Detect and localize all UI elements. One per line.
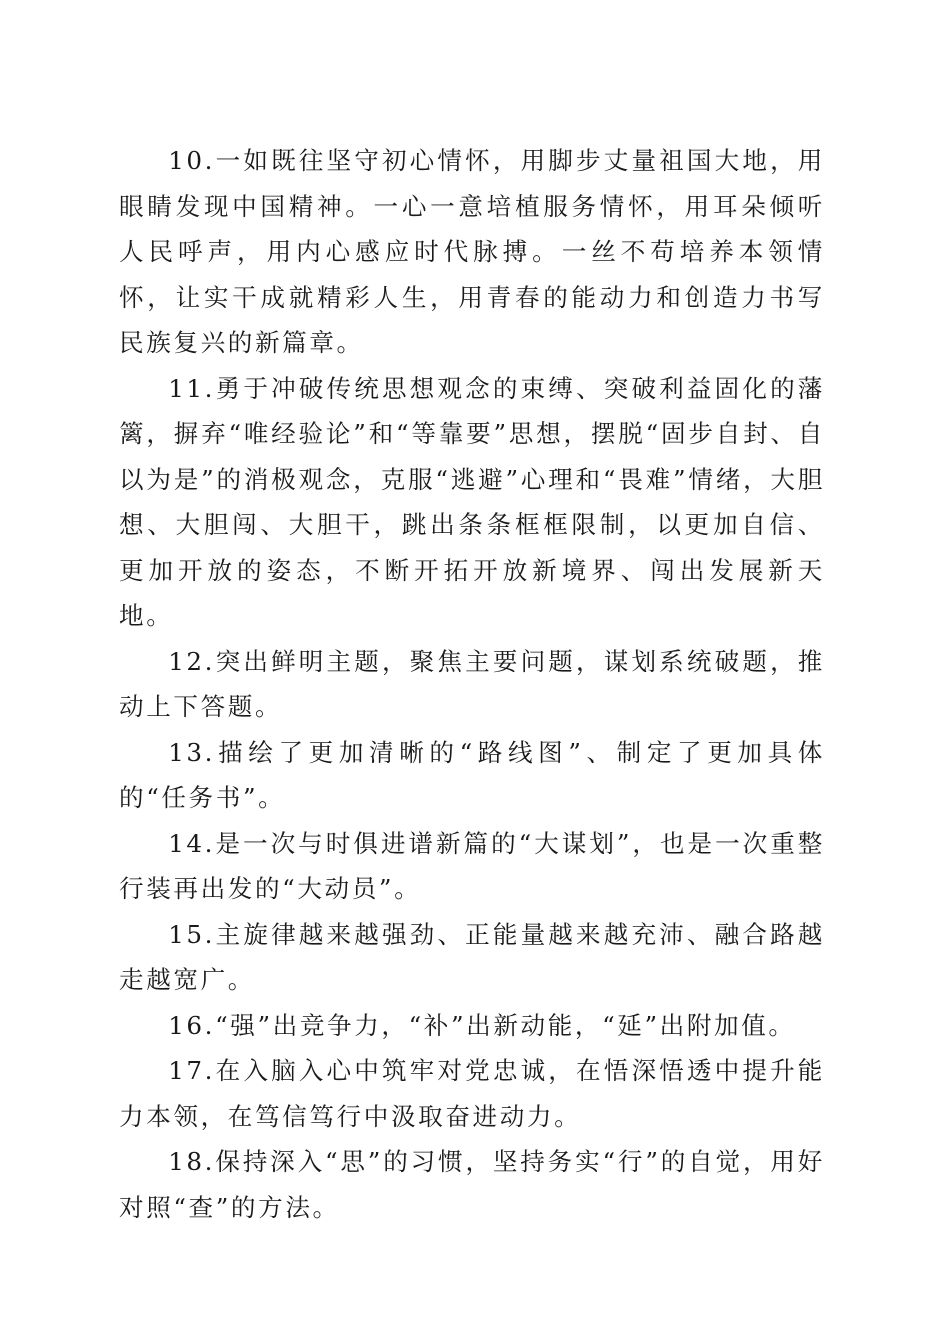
paragraph-10: 10.一如既往坚守初心情怀，用脚步丈量祖国大地，用眼睛发现中国精神。一心一意培植服务情怀，用耳朵倾听人民呼声，用内心感应时代脉搏。一丝不苟培养本领情怀，让实干成就精彩人生，用青春的能动力和创造力书写民族复兴的新篇章。 bbox=[119, 146, 825, 357]
paragraph-17: 17.在入脑入心中筑牢对党忠诚，在悟深悟透中提升能力本领，在笃信笃行中汲取奋进动力。 bbox=[119, 1056, 825, 1131]
paragraph-13: 13.描绘了更加清晰的“路线图”、制定了更加具体的“任务书”。 bbox=[119, 737, 825, 812]
paragraph-16: 16.“强”出竞争力，“补”出新动能，“延”出附加值。 bbox=[168, 1010, 796, 1040]
paragraph-11: 11.勇于冲破传统思想观念的束缚、突破利益固化的藩篱，摒弃“唯经验论”和“等靠要”思想，摆脱“固步自封、自以为是”的消极观念，克服“逃避”心理和“畏难”情绪，大胆想、大胆闯、大胆干，跳出条条框框限制，以更加自信、更加开放的姿态，不断开拓开放新境界、闯出发展新天地。 bbox=[119, 373, 825, 630]
paragraph-15: 15.主旋律越来越强劲、正能量越来越充沛、融合路越走越宽广。 bbox=[119, 919, 825, 994]
document-body bbox=[119, 138, 825, 1230]
paragraph-12: 12.突出鲜明主题，聚焦主要问题，谋划系统破题，推动上下答题。 bbox=[119, 646, 825, 721]
paragraph-14: 14.是一次与时俱进谱新篇的“大谋划”，也是一次重整行装再出发的“大动员”。 bbox=[119, 828, 825, 903]
paragraph-18: 18.保持深入“思”的习惯，坚持务实“行”的自觉，用好对照“查”的方法。 bbox=[119, 1147, 825, 1222]
